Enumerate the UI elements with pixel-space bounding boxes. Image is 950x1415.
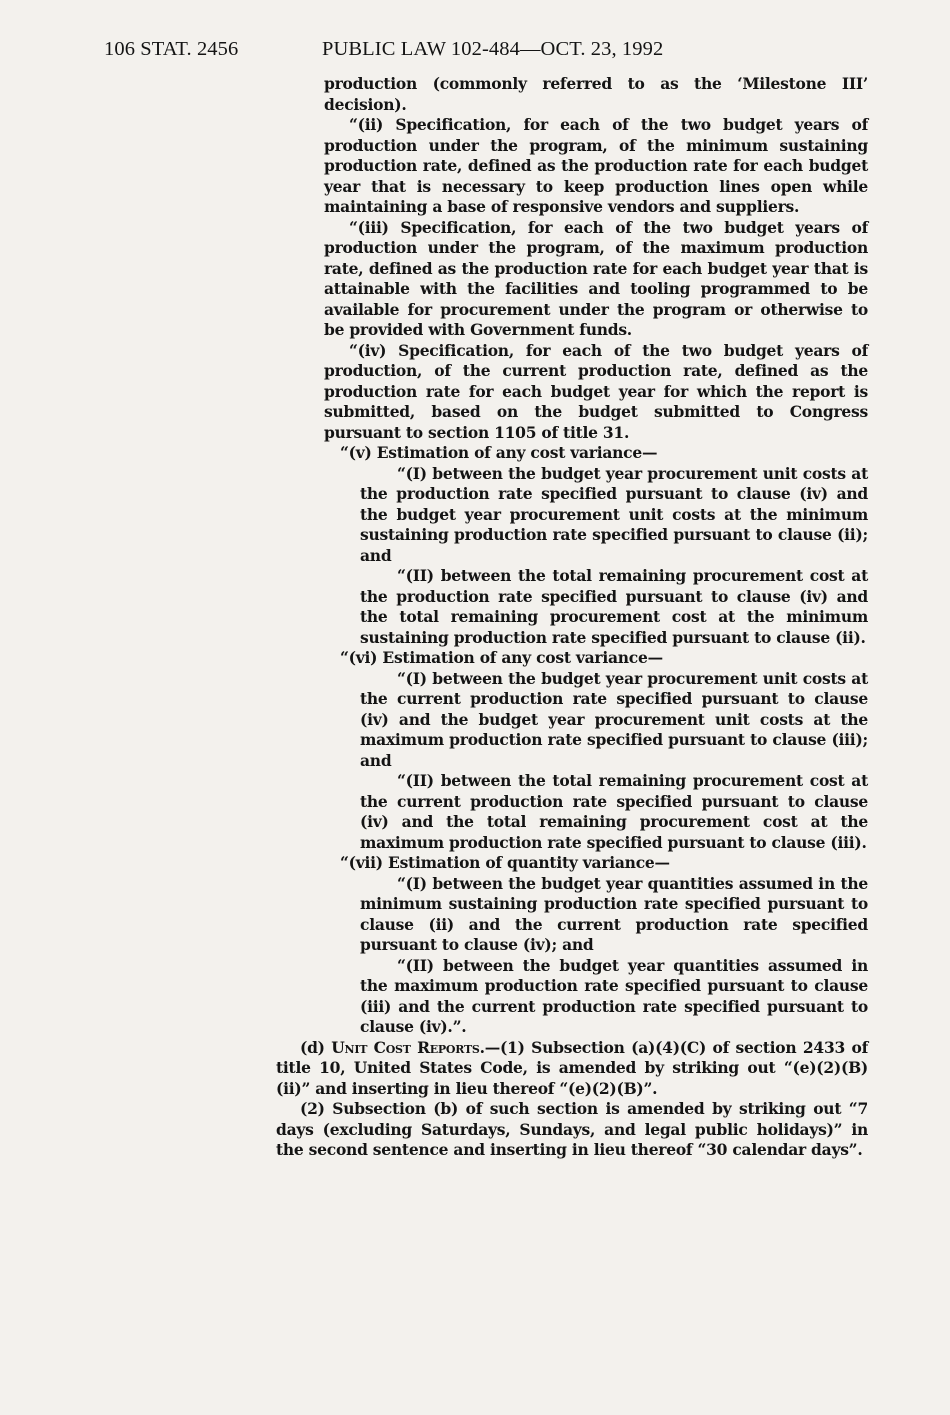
paragraph-clause-vi-I: “(I) between the budget year procurement unit costs at the current production rate specified pursuant to clause (iv) and the budget year procurement unit costs at the maximum production rate specified pursuant to clause (iii); and: [360, 668, 868, 770]
subsection-d-text: .—(1) Subsection (a)(4)(C) of section 2433 of title 10, United States Code, is amended by striking out “(e)(2)(B)(ii)” and inserting in lieu thereof “(e)(2)(B)”.: [276, 1037, 868, 1098]
paragraph-clause-v: “(v) Estimation of any cost variance—: [340, 443, 658, 462]
paragraph-clause-vi: “(vi) Estimation of any cost variance—: [340, 648, 663, 667]
paragraph-milestone: production (commonly referred to as the ‘Milestone III’ decision).: [324, 74, 868, 114]
paragraph-clause-ii: “(ii) Specification, for each of the two budget years of production under the program, of the minimum sustaining production rate, defined as the production rate for each budget year that is necessary to keep production lines open while maintaining a base of responsive vendors and suppliers.: [324, 115, 868, 216]
paragraph-clause-v-II: “(II) between the total remaining procurement cost at the production rate specified pursuant to clause (iv) and the total remaining procurement cost at the minimum sustaining production rate specified pursuant to clause (ii).: [360, 566, 868, 647]
paragraph-clause-iii: “(iii) Specification, for each of the two budget years of production under the program, of the maximum production rate, defined as the production rate for each budget year that is attainable with the facilities and tooling programmed to be available for procurement under the program or otherwise to be provided with Government funds.: [324, 217, 868, 339]
page-header: [104, 38, 864, 66]
law-title: PUBLIC LAW 102-484—OCT. 23, 1992: [322, 38, 664, 60]
paragraph-clause-iv: “(iv) Specification, for each of the two budget years of production, of the current production rate, defined as the production rate for each budget year for which the report is submitted, based on the budget submitted to Congress pursuant to section 1105 of title 31.: [324, 340, 868, 442]
paragraph-clause-vii: “(vii) Estimation of quantity variance—: [340, 853, 670, 872]
paragraph-clause-vii-II: “(II) between the budget year quantities assumed in the maximum production rate specified pursuant to clause (iii) and the current production rate specified pursuant to clause (iv).”.: [360, 955, 868, 1036]
paragraph-subsection-d: [276, 1038, 868, 1100]
document-body: [276, 74, 868, 1161]
paragraph-clause-v-I: “(I) between the budget year procurement unit costs at the production rate specified pursuant to clause (iv) and the budget year procurement unit costs at the minimum sustaining production rate specified pursuant to clause (ii); and: [360, 463, 868, 565]
subsection-d-label: (d): [300, 1037, 325, 1057]
statute-page-number: 106 STAT. 2456: [104, 38, 239, 60]
paragraph-clause-vii-I: “(I) between the budget year quantities assumed in the minimum sustaining production rate specified pursuant to clause (ii) and the current production rate specified pursuant to clause (iv); and: [360, 873, 868, 954]
subsection-d-heading: Unit Cost Reports: [331, 1037, 480, 1057]
paragraph-clause-vi-II: “(II) between the total remaining procurement cost at the current production rate specified pursuant to clause (iv) and the total remaining procurement cost at the maximum production rate specified pursuant to clause (iii).: [360, 771, 868, 852]
paragraph-subsection-d-2: (2) Subsection (b) of such section is amended by striking out “7 days (excluding Saturdays, Sundays, and legal public holidays)” in the second sentence and inserting in lieu thereof “30 calendar days”.: [276, 1099, 868, 1159]
